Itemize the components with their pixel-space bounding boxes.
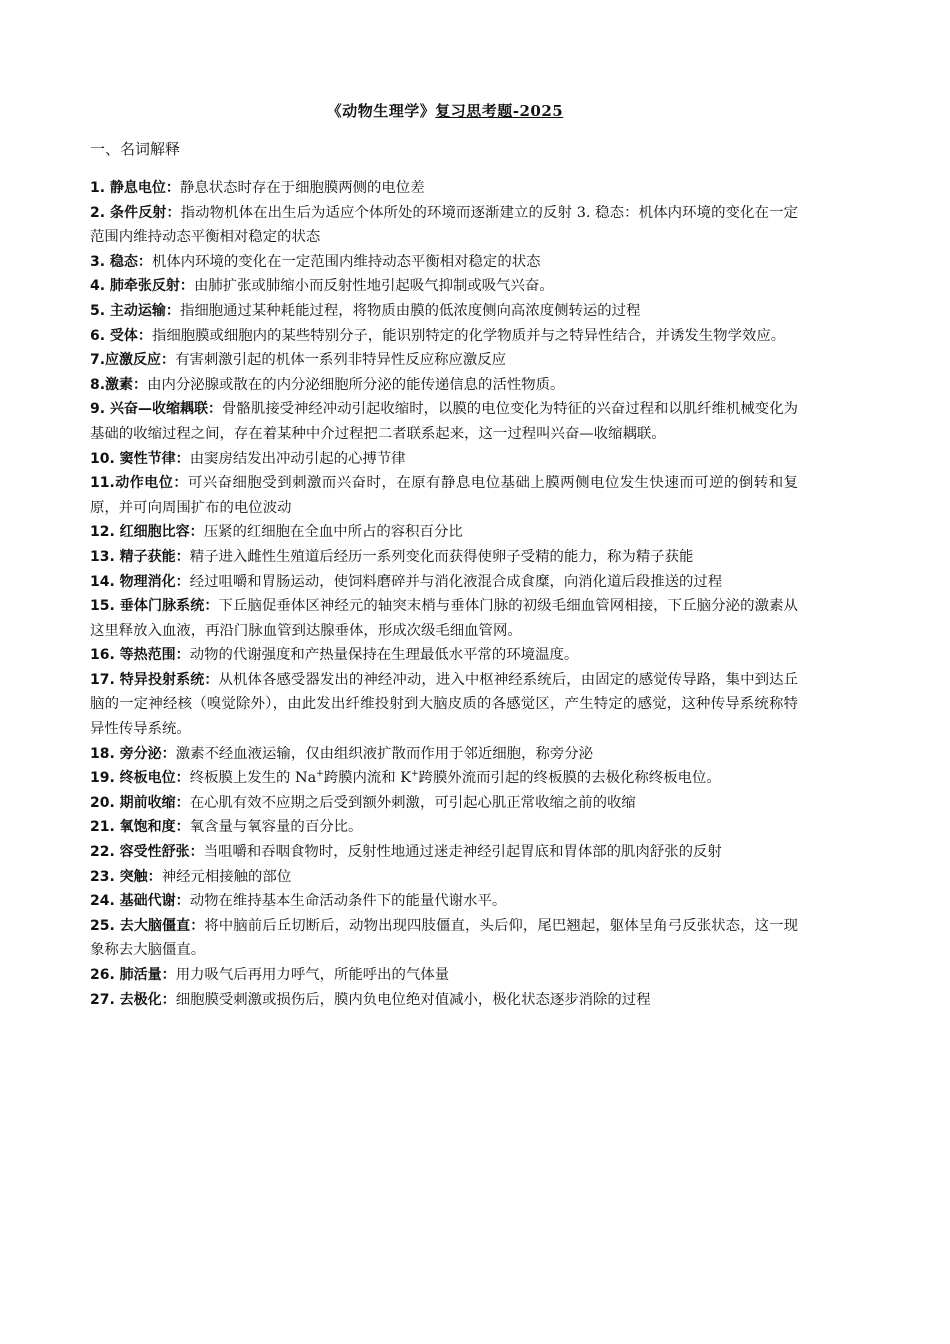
superscript-plus: + [316,769,324,780]
list-item [90,668,798,742]
entry-term: 8.激素： [90,376,148,393]
list-item [90,373,798,398]
entry-term: 11.动作电位： [90,475,188,492]
list-item [90,791,798,816]
entry-definition: 动物的代谢强度和产热量保持在生理最低水平常的环境温度。 [189,647,579,664]
list-item [90,348,798,373]
entry-term: 4. 肺牵张反射： [90,278,194,295]
list-item [90,570,798,595]
entry-definition: 氧含量与氧容量的百分比。 [189,819,363,836]
list-item [90,840,798,865]
glossary-list [90,176,798,1012]
entry-definition: 有害刺激引起的机体一系列非特异性反应称应激反应 [175,352,507,369]
entry-term: 9. 兴奋—收缩耦联： [90,401,223,418]
entry-definition: 由肺扩张或肺缩小而反射性地引起吸气抑制或吸气兴奋。 [193,278,554,295]
list-item [90,963,798,988]
list-item [90,397,798,446]
list-item [90,889,798,914]
entry-definition: 骨骼肌接受神经冲动引起收缩时，以膜的电位变化为特征的兴奋过程和以肌纤维机械变化为基础的收缩过程之间，存在着某种中介过程把二者联系起来，这一过程叫兴奋—收缩耦联。 [90,401,798,442]
entry-definition: 经过咀嚼和胃肠运动，使饲料磨碎并与消化液混合成食糜，向消化道后段推送的过程 [189,573,723,590]
entry-term: 26. 肺活量： [90,967,176,983]
list-item [90,324,798,349]
list-item [90,250,798,275]
list-item [90,471,798,520]
entry-definition-a: 终板膜上发生的 Na [189,770,317,787]
entry-term: 14. 物理消化： [90,573,190,590]
list-item [90,594,798,643]
entry-definition: 将中脑前后丘切断后，动物出现四肢僵直，头后仰，尾巴翘起，躯体呈角弓反张状态，这一现象称去大脑僵直。 [90,917,798,959]
list-item [90,742,798,767]
list-item [90,815,798,840]
entry-definition: 神经元相接触的部位 [161,868,292,885]
entry-term: 6. 受体： [90,327,152,344]
entry-term: 18. 旁分泌： [90,745,176,762]
list-item [90,299,798,324]
entry-term: 13. 精子获能： [90,548,190,565]
entry-term: 17. 特异投射系统： [90,671,219,688]
entry-term: 27. 去极化： [90,991,176,1008]
entry-term: 23. 突触： [90,868,162,885]
entry-definition: 精子进入雌性生殖道后经历一系列变化而获得使卵子受精的能力，称为精子获能 [189,548,694,565]
entry-definition: 从机体各感受器发出的神经冲动，进入中枢神经系统后，由固定的感觉传导路，集中到达丘脑的一定神经核（嗅觉除外），由此发出纤维投射到大脑皮质的各感觉区，产生特定的感觉，这种传导系统称特异性传导系统。 [90,671,798,738]
entry-term: 3. 稳态： [90,253,152,270]
list-item [90,201,798,250]
entry-term: 20. 期前收缩： [90,794,190,811]
entry-term: 2. 条件反射： [90,204,181,221]
entry-definition: 用力吸气后再用力呼气，所能呼出的气体量 [175,967,450,983]
entry-definition: 静息状态时存在于细胞膜两侧的电位差 [179,180,425,196]
list-item [90,520,798,545]
entry-definition: 指细胞膜或细胞内的某些特别分子，能识别特定的化学物质并与之特异性结合，并诱发生物学效应。 [151,327,786,344]
entry-definition: 细胞膜受刺激或损伤后，膜内负电位绝对值减小，极化状态逐步消除的过程 [175,991,651,1008]
page-title [90,100,800,121]
entry-definition: 动物在维持基本生命活动条件下的能量代谢水平。 [189,893,507,910]
entry-definition: 激素不经血液运输，仅由组织液扩散而作用于邻近细胞，称旁分泌 [175,745,594,762]
list-item [90,914,798,963]
list-item [90,766,798,791]
superscript-plus: + [411,769,419,780]
entry-definition-c: 跨膜外流而引起的终板膜的去极化称终板电位。 [418,770,721,787]
entry-definition: 在心肌有效不应期之后受到额外刺激，可引起心肌正常收缩之前的收缩 [189,794,636,811]
entry-definition: 可兴奋细胞受到刺激而兴奋时，在原有静息电位基础上膜两侧电位发生快速而可逆的倒转和复原，并可向周围扩布的电位波动 [90,475,798,516]
entry-term: 25. 去大脑僵直： [90,917,205,934]
entry-term: 21. 氧饱和度： [90,819,190,836]
entry-term: 19. 终板电位： [90,770,190,787]
entry-term: 16. 等热范围： [90,647,190,664]
entry-term: 10. 窦性节律： [90,450,190,467]
entry-term: 1. 静息电位： [90,180,180,196]
list-item [90,865,798,890]
entry-definition: 当咀嚼和吞咽食物时，反射性地通过迷走神经引起胃底和胃体部的肌肉舒张的反射 [203,844,722,861]
entry-definition: 机体内环境的变化在一定范围内维持动态平衡相对稳定的状态 [151,253,541,270]
entry-term: 22. 容受性舒张： [90,844,204,861]
entry-term: 24. 基础代谢： [90,893,190,910]
entry-definition: 压紧的红细胞在全血中所占的容积百分比 [203,524,463,541]
list-item [90,988,798,1013]
entry-term: 7.应激反应： [90,352,176,369]
entry-definition-b: 跨膜内流和 K [323,770,411,787]
list-item [90,176,798,201]
entry-definition: 下丘脑促垂体区神经元的轴突末梢与垂体门脉的初级毛细血管网相接，下丘脑分泌的激素从这里释放入血液，再沿门脉血管到达腺垂体，形成次级毛细血管网。 [90,598,798,639]
entry-definition: 指细胞通过某种耗能过程，将物质由膜的低浓度侧向高浓度侧转运的过程 [179,302,641,319]
entry-definition: 指动物机体在出生后为适应个体所处的环境而逐渐建立的反射 3. 稳态：机体内环境的变化在一定范围内维持动态平衡相对稳定的状态 [90,204,798,246]
entry-definition: 由窦房结发出冲动引起的心搏节律 [189,450,406,467]
entry-term: 12. 红细胞比容： [90,524,204,541]
section-heading: 一、名词解释 [90,140,181,158]
entry-term: 15. 垂体门脉系统： [90,598,219,615]
entry-definition: 由内分泌腺或散在的内分泌细胞所分泌的能传递信息的活性物质。 [147,376,565,393]
entry-term: 5. 主动运输： [90,302,180,319]
list-item [90,447,798,472]
list-item [90,643,798,668]
title-course: 《动物生理学》 [326,102,436,120]
list-item [90,274,798,299]
title-subtitle: 复习思考题-2025 [435,102,564,120]
list-item [90,545,798,570]
